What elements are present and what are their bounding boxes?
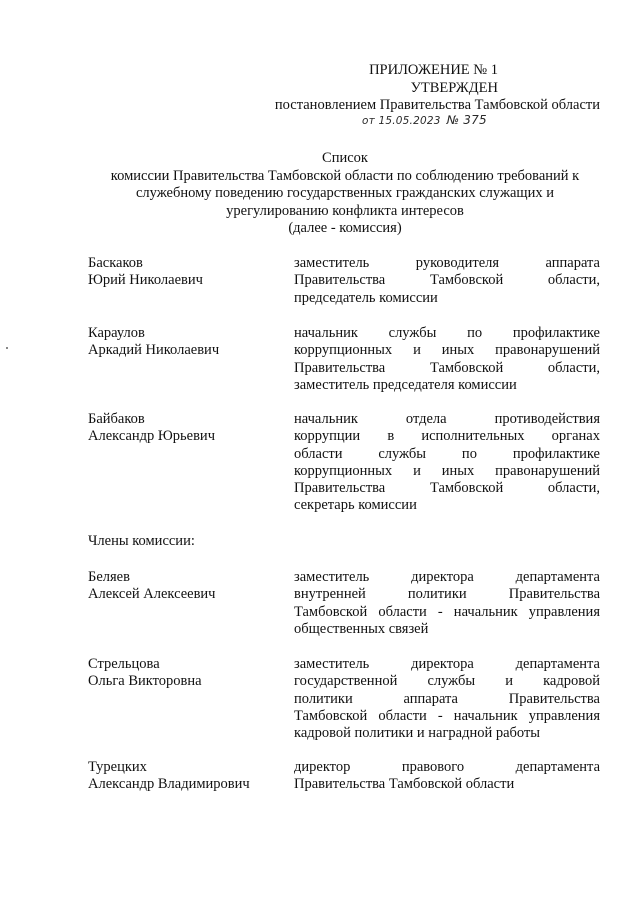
member-given-names: Аркадий Николаевич [88,342,220,359]
title-line: Список [322,150,368,166]
role-line: коррупции в исполнительных органах [294,428,600,445]
approval-header [240,62,600,115]
role-line: общественных связей [294,620,429,637]
title-line: комиссии Правительства Тамбовской области по соблюдению требований к [110,167,580,184]
member-given-names: Ольга Викторовна [88,673,202,690]
document-title [80,150,610,238]
role-line: Правительства Тамбовской области, [294,480,600,497]
resolution-date: от 15.05.2023 [362,115,441,127]
role-line: председатель комиссии [294,289,438,306]
role-line: начальник отдела противодействия [294,411,600,427]
role-line: внутренней политики Правительства [294,586,600,603]
member-role [294,759,600,794]
member-role [294,569,600,638]
member-name [88,411,288,446]
role-line: заместитель директора департамента [294,569,600,585]
member-role [294,325,600,394]
resolution-number: № 375 [446,113,487,127]
appendix-label: ПРИЛОЖЕНИЕ № 1 [369,62,498,78]
member-name [88,255,288,290]
role-line: политики аппарата Правительства [294,690,600,707]
role-line: государственной службы и кадровой [294,673,600,690]
member-surname: Стрельцова [88,656,160,672]
role-line: заместитель директора департамента [294,656,600,672]
member-surname: Турецких [88,759,147,775]
role-line: секретарь комиссии [294,497,417,514]
role-line: кадровой политики и наградной работы [294,725,541,742]
member-surname: Беляев [88,569,130,585]
member-name [88,656,288,691]
role-line: Правительства Тамбовской области [294,776,515,793]
role-line: заместитель руководителя аппарата [294,255,600,271]
title-line: урегулированию конфликта интересов [226,202,464,219]
member-name [88,759,288,794]
role-line: коррупционных и иных правонарушений [294,462,600,479]
title-line: служебному поведению государственных гражданских служащих и [136,185,554,201]
member-surname: Караулов [88,325,145,341]
title-line: (далее - комиссия) [288,220,402,236]
scan-margin-mark [6,347,8,349]
member-given-names: Алексей Алексеевич [88,586,216,603]
role-line: Тамбовской области - начальник управления [294,707,600,724]
handwritten-date-number [362,113,487,127]
member-name [88,325,288,360]
role-line: области службы по профилактике [294,445,600,462]
member-name [88,569,288,604]
members-section-label: Члены комиссии: [88,533,195,549]
member-given-names: Юрий Николаевич [88,272,203,289]
role-line: Тамбовской области - начальник управления [294,603,600,620]
role-line: Правительства Тамбовской области, [294,272,600,289]
member-surname: Байбаков [88,411,145,427]
resolution-text: постановлением Правительства Тамбовской области [274,97,600,113]
role-line: заместитель председателя комиссии [294,376,517,393]
member-role [294,411,600,515]
member-given-names: Александр Юрьевич [88,428,215,445]
member-given-names: Александр Владимирович [88,776,250,793]
role-line: Правительства Тамбовской области, [294,359,600,376]
approved-label: УТВЕРЖДЕН [410,79,498,96]
member-role [294,656,600,742]
role-line: начальник службы по профилактике [294,325,600,341]
role-line: коррупционных и иных правонарушений [294,342,600,359]
member-surname: Баскаков [88,255,143,271]
role-line: директор правового департамента [294,759,600,775]
member-role [294,255,600,307]
